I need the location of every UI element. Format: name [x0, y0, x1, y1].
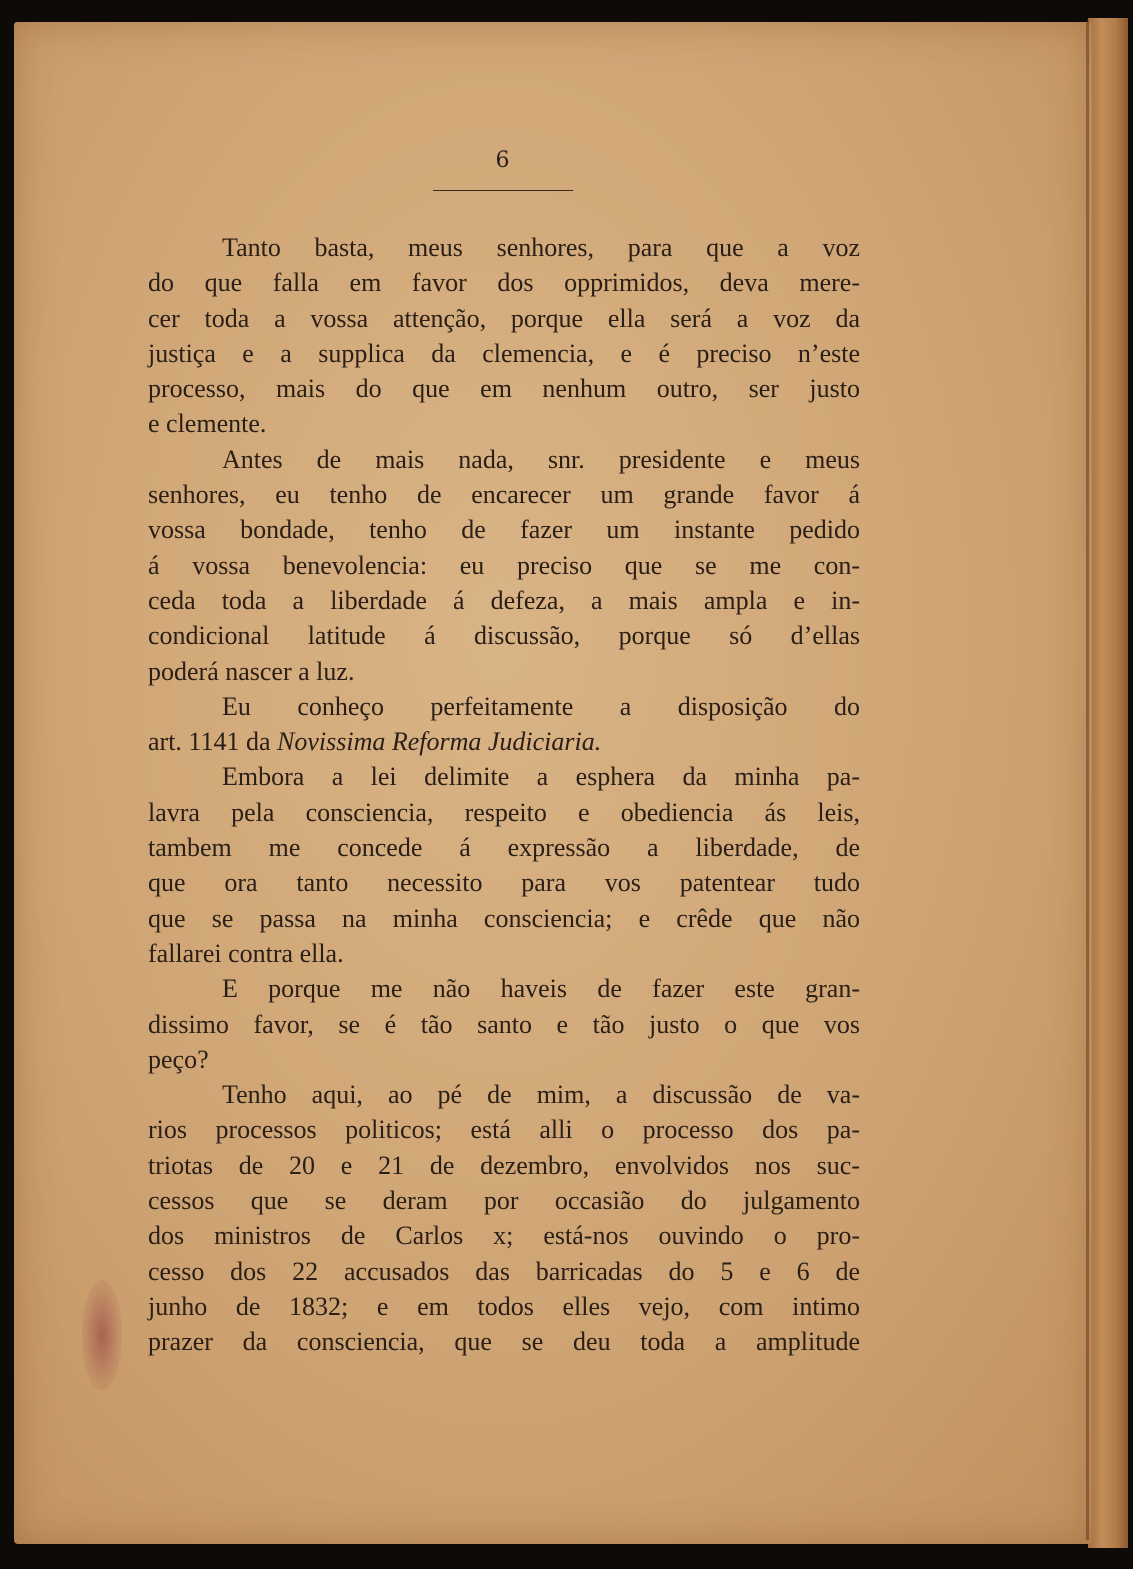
- text-line-content: prazer da consciencia, que se deu toda a amplitude: [148, 1327, 860, 1357]
- text-line-content: tambem me concede á expressão a liberdade, de: [148, 833, 860, 863]
- text-line: [148, 618, 860, 653]
- text-line-content: dissimo favor, se é tão santo e tão justo o que vos: [148, 1009, 860, 1039]
- page-number: 6: [495, 148, 510, 173]
- text-line: [148, 689, 860, 724]
- text-line-content: dos ministros de Carlos x; está-nos ouvindo o pro-: [148, 1221, 860, 1251]
- text-line: [148, 406, 860, 441]
- text-line: [148, 583, 860, 618]
- text-line-content: Embora a lei delimite a esphera da minha pa-: [222, 762, 860, 792]
- fold-line: [1086, 20, 1089, 1540]
- page-edge: [1088, 18, 1128, 1548]
- text-line-content: cessos que se deram por occasião do julgamento: [148, 1186, 860, 1216]
- text-line-content: cer toda a vossa attenção, porque ella será a voz da: [148, 303, 860, 333]
- text-line: [148, 230, 860, 265]
- text-line-content: Tanto basta, meus senhores, para que a voz: [222, 233, 860, 262]
- text-line-content: E porque me não haveis de fazer este gran-: [222, 974, 860, 1004]
- text-line-content: que ora tanto necessito para vos patentear tudo: [148, 868, 860, 898]
- text-line: [148, 1148, 860, 1183]
- text-line: [148, 1289, 860, 1324]
- text-line-content: lavra pela consciencia, respeito e obediencia ás leis,: [148, 797, 860, 827]
- text-line: [148, 724, 860, 759]
- italic-title: Novissima Reforma Judiciaria.: [277, 727, 602, 757]
- text-line: [148, 936, 860, 971]
- text-line: [148, 971, 860, 1006]
- text-line: [148, 336, 860, 371]
- body-text: [148, 230, 860, 1360]
- text-line-content: art. 1141 da: [148, 727, 271, 757]
- text-line: [148, 1183, 860, 1218]
- text-line: [148, 1112, 860, 1147]
- header-rule: [433, 190, 573, 191]
- text-line-content: condicional latitude á discussão, porque só d’ellas: [148, 621, 860, 651]
- text-line-content: á vossa benevolencia: eu preciso que se me con-: [148, 550, 860, 580]
- text-line: [148, 1042, 860, 1077]
- text-line-content: peço?: [148, 1044, 209, 1074]
- text-line-content: justiça e a supplica da clemencia, e é preciso n’este: [148, 338, 860, 368]
- text-line-content: do que falla em favor dos opprimidos, deva mere-: [148, 268, 860, 298]
- text-line: [148, 1324, 860, 1359]
- text-line: [148, 442, 860, 477]
- text-line: [148, 1254, 860, 1289]
- text-line-content: triotas de 20 e 21 de dezembro, envolvidos nos suc-: [148, 1150, 860, 1180]
- text-line-content: processo, mais do que em nenhum outro, ser justo: [148, 374, 860, 404]
- text-line-content: Eu conheço perfeitamente a disposição do: [222, 691, 860, 721]
- text-line-content: poderá nascer a luz.: [148, 656, 355, 686]
- text-line-content: que se passa na minha consciencia; e crêde que não: [148, 903, 860, 933]
- text-line-content: e clemente.: [148, 409, 267, 439]
- text-line: [148, 1077, 860, 1112]
- text-line: [148, 301, 860, 336]
- text-line: [148, 265, 860, 300]
- text-line-content: Antes de mais nada, snr. presidente e meus: [222, 444, 860, 474]
- text-line-content: ceda toda a liberdade á defeza, a mais ampla e in-: [148, 585, 860, 615]
- text-line-content: Tenho aqui, ao pé de mim, a discussão de va-: [222, 1080, 860, 1110]
- text-line: [148, 371, 860, 406]
- text-line: [148, 795, 860, 830]
- text-line: [148, 477, 860, 512]
- text-line-content: junho de 1832; e em todos elles vejo, com intimo: [148, 1291, 860, 1321]
- text-line: [148, 512, 860, 547]
- text-line-content: senhores, eu tenho de encarecer um grande favor á: [148, 480, 860, 510]
- text-line: [148, 759, 860, 794]
- text-line-content: fallarei contra ella.: [148, 938, 344, 968]
- ink-stain: [82, 1280, 122, 1390]
- text-line: [148, 654, 860, 689]
- text-line: [148, 1007, 860, 1042]
- text-line: [148, 865, 860, 900]
- text-line: [148, 830, 860, 865]
- text-line-content: rios processos politicos; está alli o processo dos pa-: [148, 1115, 860, 1145]
- text-line: [148, 1218, 860, 1253]
- text-line: [148, 548, 860, 583]
- text-line-content: vossa bondade, tenho de fazer um instante pedido: [148, 515, 860, 545]
- text-line-content: cesso dos 22 accusados das barricadas do 5 e 6 de: [148, 1256, 860, 1286]
- text-line: [148, 901, 860, 936]
